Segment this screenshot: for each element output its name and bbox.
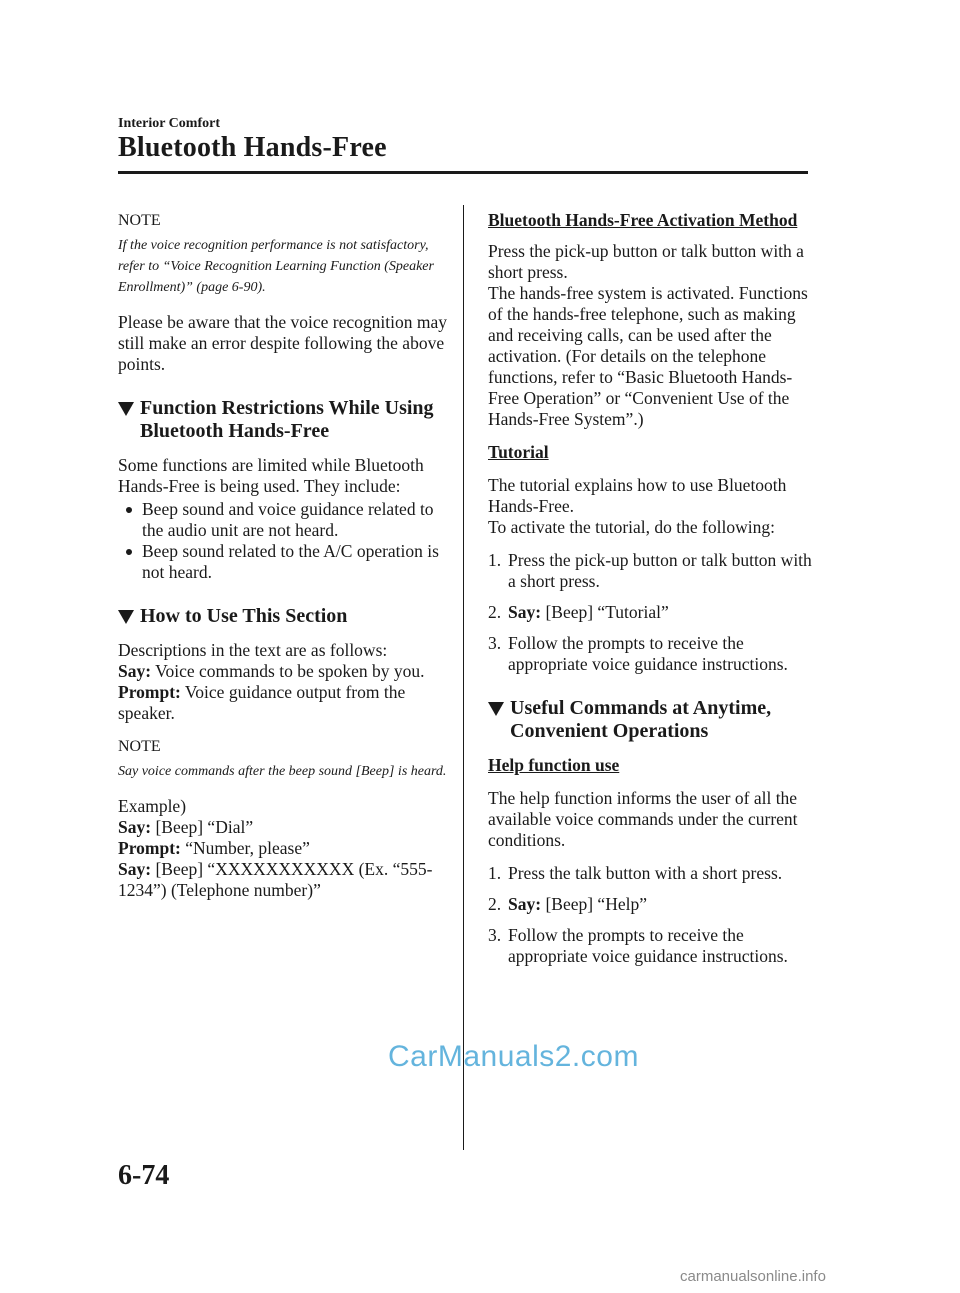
list-item bbox=[488, 863, 818, 884]
example-line bbox=[118, 817, 448, 838]
list-item bbox=[118, 541, 448, 583]
bullet-icon bbox=[126, 507, 132, 513]
bullet-icon bbox=[126, 549, 132, 555]
say-label: Say: bbox=[508, 894, 542, 914]
list-item-text: Beep sound related to the A/C operation is not heard. bbox=[142, 541, 439, 582]
example-prompt-label: Prompt: bbox=[118, 838, 181, 858]
definition-say bbox=[118, 661, 448, 682]
subheading: Tutorial bbox=[488, 442, 549, 462]
step-text: Follow the prompts to receive the appropriate voice guidance instructions. bbox=[508, 633, 788, 674]
step-number: 2. bbox=[488, 894, 502, 914]
triangle-down-icon bbox=[118, 610, 134, 624]
example-say-label: Say: bbox=[118, 817, 152, 837]
subheading: Help function use bbox=[488, 755, 620, 775]
step-number: 3. bbox=[488, 633, 502, 653]
say-description: Voice commands to be spoken by you. bbox=[155, 661, 425, 681]
list-item bbox=[488, 602, 818, 623]
paragraph: The tutorial explains how to use Bluetooth Hands-Free. bbox=[488, 475, 787, 516]
list-item bbox=[118, 499, 448, 541]
header-section-label: Interior Comfort bbox=[118, 116, 220, 131]
step-text: [Beep] “Tutorial” bbox=[545, 602, 669, 622]
paragraph: Descriptions in the text are as follows: bbox=[118, 640, 388, 660]
step-text: Press the talk button with a short press. bbox=[508, 863, 783, 883]
step-list bbox=[488, 550, 818, 675]
list-item bbox=[488, 550, 818, 592]
note-heading: NOTE bbox=[118, 738, 161, 755]
subheading: Bluetooth Hands-Free Activation Method bbox=[488, 210, 798, 230]
header-rule bbox=[118, 171, 808, 174]
example-line bbox=[118, 838, 448, 859]
section-heading-text: How to Use This Section bbox=[140, 605, 348, 627]
paragraph: The hands-free system is activated. Functions of the hands-free telephone, such as making and receiving calls, can be used after the activation. (For details on the telephone functions, refer to “Basic Bluetooth Hands-Free Operation” or “Convenient Use of the Hands-Free System”.) bbox=[488, 283, 808, 429]
list-item-text: Beep sound and voice guidance related to the audio unit are not heard. bbox=[142, 499, 434, 540]
note-text: Say voice commands after the beep sound [Beep] is heard. bbox=[118, 764, 447, 779]
note-text: If the voice recognition performance is not satisfactory, refer to “Voice Recognition Learning Function (Speaker Enrollment)” (page 6-90). bbox=[118, 238, 434, 295]
list-item bbox=[488, 925, 818, 967]
left-column bbox=[118, 210, 448, 901]
prompt-description: Voice guidance output from the speaker. bbox=[118, 682, 406, 723]
example-say-label: Say: bbox=[118, 859, 152, 879]
example-text: “Number, please” bbox=[185, 838, 310, 858]
paragraph: Please be aware that the voice recognition may still make an error despite following the above points. bbox=[118, 312, 447, 374]
say-label: Say: bbox=[508, 602, 542, 622]
section-heading-text: Useful Commands at Anytime, Convenient Operations bbox=[510, 697, 772, 742]
step-number: 1. bbox=[488, 550, 502, 570]
footer-site-link[interactable]: carmanualsonline.info bbox=[680, 1268, 826, 1285]
say-label: Say: bbox=[118, 661, 152, 681]
paragraph: To activate the tutorial, do the following: bbox=[488, 517, 775, 537]
step-text: Press the pick-up button or talk button with a short press. bbox=[508, 550, 812, 591]
page-number: 6-74 bbox=[118, 1160, 170, 1191]
section-heading-text: Function Restrictions While Using Bluetooth Hands-Free bbox=[140, 397, 434, 442]
definition-prompt bbox=[118, 682, 448, 724]
section-heading bbox=[118, 397, 448, 443]
bullet-list bbox=[118, 499, 448, 583]
list-item bbox=[488, 633, 818, 675]
page-title: Bluetooth Hands-Free bbox=[118, 132, 387, 163]
triangle-down-icon bbox=[488, 702, 504, 716]
step-text: Follow the prompts to receive the appropriate voice guidance instructions. bbox=[508, 925, 788, 966]
step-list bbox=[488, 863, 818, 967]
example-text: [Beep] “Dial” bbox=[155, 817, 254, 837]
note-heading: NOTE bbox=[118, 212, 161, 229]
paragraph: The help function informs the user of all the available voice commands under the current conditions. bbox=[488, 788, 798, 850]
example-label: Example) bbox=[118, 796, 187, 816]
column-divider bbox=[463, 205, 464, 1150]
triangle-down-icon bbox=[118, 402, 134, 416]
watermark-logo: CarManuals2.com bbox=[388, 1040, 639, 1073]
example-text: [Beep] “XXXXXXXXXXX (Ex. “555-1234”) (Telephone number)” bbox=[118, 859, 433, 900]
example-line bbox=[118, 859, 448, 901]
section-heading bbox=[488, 697, 818, 743]
step-text: [Beep] “Help” bbox=[545, 894, 647, 914]
prompt-label: Prompt: bbox=[118, 682, 181, 702]
paragraph: Some functions are limited while Bluetooth Hands-Free is being used. They include: bbox=[118, 455, 424, 496]
right-column bbox=[488, 210, 818, 977]
list-item bbox=[488, 894, 818, 915]
paragraph: Press the pick-up button or talk button with a short press. bbox=[488, 241, 804, 282]
step-number: 3. bbox=[488, 925, 502, 945]
step-number: 1. bbox=[488, 863, 502, 883]
section-heading bbox=[118, 605, 448, 628]
step-number: 2. bbox=[488, 602, 502, 622]
